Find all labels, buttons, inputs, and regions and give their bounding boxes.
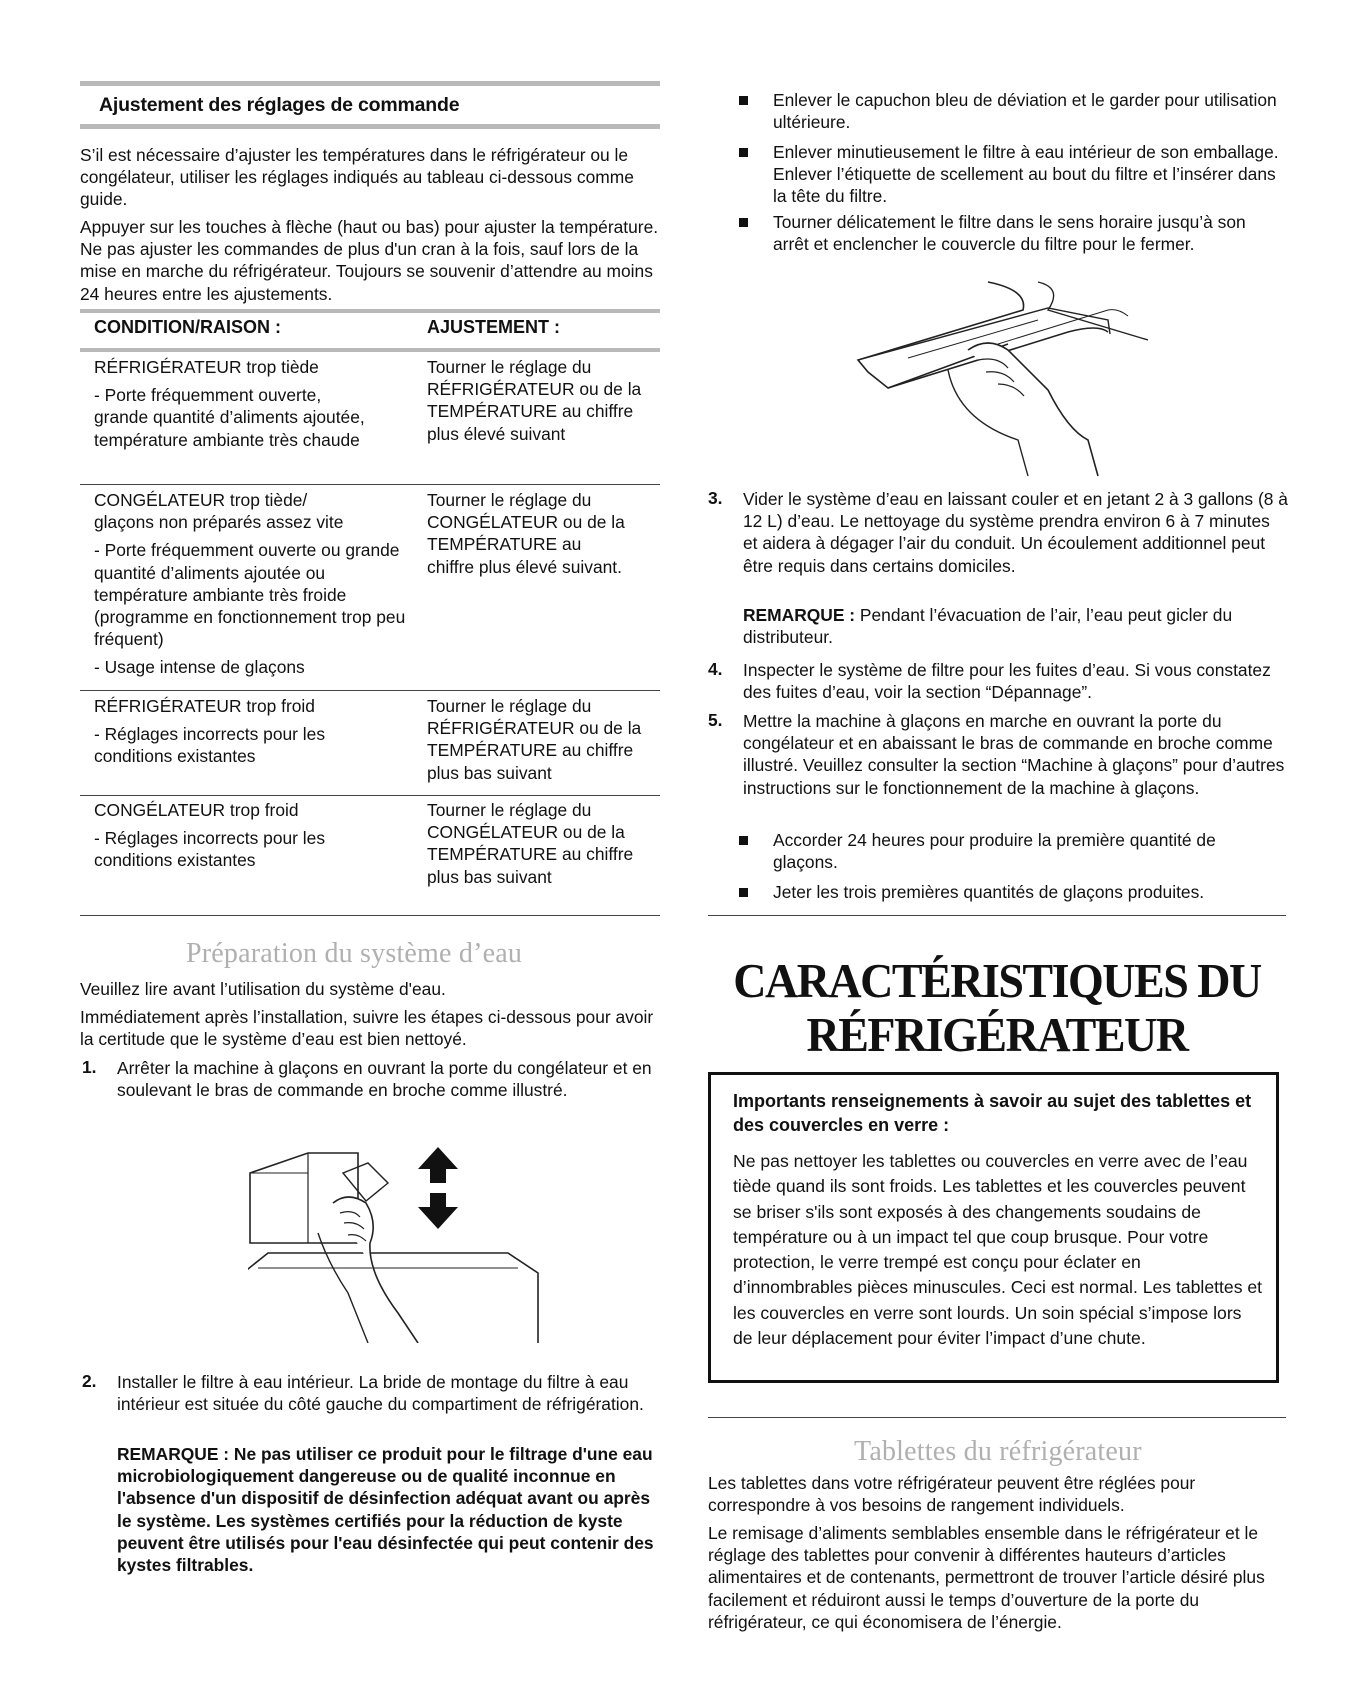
row-adjustment: Tourner le réglage du CONGÉLATEUR ou de la TEMPÉRATURE au chiffre plus bas suivant [427, 800, 634, 887]
bullet-square [739, 836, 748, 845]
ice-maker-illustration [248, 1143, 568, 1343]
adjust-paragraph-2: Appuyer sur les touches à flèche (haut ou bas) pour ajuster la température. Ne pas ajuster les commandes de plus d'un cran à la fois, sauf lors de la mise en marche du réfrigérateur. Toujours se souvenir d’attendre au moins 24 heures entre les ajustements. [80, 217, 659, 304]
bullet-square [739, 96, 748, 105]
bullet-square [739, 148, 748, 157]
step-number: 1. [82, 1057, 97, 1077]
row-adjustment: Tourner le réglage du RÉFRIGÉRATEUR ou de la TEMPÉRATURE au chiffre plus bas suivant [427, 696, 642, 783]
table-header-adjustment: AJUSTEMENT : [427, 317, 561, 337]
notice-title: Importants renseignements à savoir au sujet des tablettes et des couvercles en verre : [733, 1091, 1252, 1135]
row-divider [80, 795, 660, 796]
section-divider [80, 915, 660, 916]
water-intro-1: Veuillez lire avant l’utilisation du système d'eau. [80, 979, 446, 999]
step-text: Vider le système d’eau en laissant couler et en jetant 2 à 3 gallons (8 à 12 L) d’eau. Le nettoyage du système prendra environ 6 à 7 minutes et aidera à dégager l’air du conduit. Un écoulement additionnel peut être requis dans certains domiciles. [743, 489, 1288, 576]
note-label: REMARQUE : [743, 605, 856, 625]
bullet-square [739, 888, 748, 897]
bullet-text: Tourner délicatement le filtre dans le sens horaire jusqu’à son arrêt et enclencher le couvercle du filtre pour le fermer. [773, 212, 1246, 255]
section-top-bar [80, 81, 660, 86]
water-section-title: Préparation du système d’eau [186, 938, 523, 969]
step-text: Inspecter le système de filtre pour les fuites d’eau. Si vous constatez des fuites d’eau, voir la section “Dépannage”. [743, 660, 1271, 703]
row-adjustment: Tourner le réglage du RÉFRIGÉRATEUR ou de la TEMPÉRATURE au chiffre plus élevé suivant [427, 357, 642, 444]
row-detail: - Porte fréquemment ouverte ou grande quantité d’aliments ajoutée ou température ambiante très froide (programme en fonctionnement trop peu fréquent) [94, 540, 406, 650]
step-number: 4. [708, 659, 723, 679]
filter-warning: REMARQUE : Ne pas utiliser ce produit pour le filtrage d'une eau microbiologiquement dangereuse ou de qualité inconnue en l'absence d'un dispositif de désinfection adéquat avant ou après le système. Les systèmes certifiés pour la réduction de kyste peuvent être utilisés pour l'eau désinfectée qui peut contenir des kystes filtrables. [117, 1444, 654, 1576]
section-divider [708, 1417, 1286, 1418]
shelves-paragraph-1: Les tablettes dans votre réfrigérateur peuvent être réglées pour correspondre à vos besoins de rangement individuels. [708, 1473, 1196, 1516]
step-number: 3. [708, 488, 723, 508]
row-divider [80, 484, 660, 485]
shelves-paragraph-2: Le remisage d’aliments semblables ensemble dans le réfrigérateur et le réglage des tablettes pour convenir à différentes hauteurs d’articles alimentaires et de contenants, permettront de trouver l’article désiré plus facilement et réduiront aussi le temps d’ouverture de la porte du réfrigérateur, ce qui économisera de l’énergie. [708, 1523, 1265, 1632]
features-title-line-1: CARACTÉRISTIQUES DU [733, 953, 1261, 1008]
notice-body: Ne pas nettoyer les tablettes ou couvercles en verre avec de l’eau tiède quand ils sont froids. Les tablettes et les couvercles peuvent se briser s'ils sont exposés à des changements soudains de température ou à un impact tel que coup brusque. Pour votre protection, le verre trempé est conçu pour éclater en d’innombrables pièces minuscules. Ceci est normal. Les tablettes et les couvercles en verre sont lourds. Un soin spécial s’impose lors de leur déplacement pour éviter l’impact d’une chute. [733, 1151, 1263, 1349]
bullet-text: Accorder 24 heures pour produire la première quantité de glaçons. [773, 830, 1216, 873]
row-adjustment: Tourner le réglage du CONGÉLATEUR ou de la TEMPÉRATURE au chiffre plus élevé suivant. [427, 490, 625, 577]
bullet-text: Jeter les trois premières quantités de glaçons produites. [773, 882, 1205, 902]
bullet-text: Enlever le capuchon bleu de déviation et le garder pour utilisation ultérieure. [773, 90, 1277, 133]
note-text: Pendant l’évacuation de l’air, l’eau peut gicler du distributeur. [743, 605, 1233, 648]
glass-shelf-notice [708, 1072, 1279, 1383]
row-condition: RÉFRIGÉRATEUR trop froid [94, 696, 315, 716]
section-divider [708, 915, 1286, 916]
table-header-condition: CONDITION/RAISON : [94, 317, 281, 337]
step-text: Installer le filtre à eau intérieur. La bride de montage du filtre à eau intérieur est située du côté gauche du compartiment de réfrigération. [117, 1372, 644, 1415]
step-number: 5. [708, 710, 723, 730]
row-divider [80, 690, 660, 691]
row-condition: CONGÉLATEUR trop froid [94, 800, 299, 820]
step-text: Arrêter la machine à glaçons en ouvrant la porte du congélateur et en soulevant le bras de commande en broche comme illustré. [117, 1058, 652, 1101]
row-condition: CONGÉLATEUR trop tiède/ glaçons non préparés assez vite [94, 490, 344, 533]
row-detail: - Réglages incorrects pour les conditions existantes [94, 828, 326, 871]
row-detail: - Usage intense de glaçons [94, 657, 305, 678]
step-text: Mettre la machine à glaçons en marche en ouvrant la porte du congélateur et en abaissant le bras de commande en broche comme illustré. Veuillez consulter la section “Machine à glaçons” pour d’autres instructions sur le fonctionnement de la machine à glaçons. [743, 711, 1285, 798]
step-number: 2. [82, 1371, 97, 1391]
row-detail: - Porte fréquemment ouverte, grande quantité d’aliments ajoutée, température ambiante très chaude [94, 385, 365, 450]
shelves-section-title: Tablettes du réfrigérateur [854, 1436, 1142, 1467]
row-detail: - Réglages incorrects pour les conditions existantes [94, 724, 326, 767]
step-note [743, 604, 1288, 648]
water-filter-illustration [848, 280, 1148, 480]
adjust-section-title: Ajustement des réglages de commande [99, 94, 460, 116]
features-title-line-2: RÉFRIGÉRATEUR [806, 1007, 1188, 1062]
bullet-square [739, 218, 748, 227]
bullet-text: Enlever minutieusement le filtre à eau intérieur de son emballage. Enlever l’étiquette de scellement au bout du filtre et l’insérer dans la tête du filtre. [773, 142, 1279, 207]
adjust-paragraph-1: S’il est nécessaire d’ajuster les températures dans le réfrigérateur ou le congélateur, utiliser les réglages indiqués au tableau ci-dessous comme guide. [80, 145, 634, 210]
water-intro-2: Immédiatement après l’installation, suivre les étapes ci-dessous pour avoir la certitude que le système d’eau est bien nettoyé. [80, 1007, 654, 1050]
table-top-bar [80, 309, 660, 313]
section-title-bar [80, 124, 660, 129]
table-header-bar [80, 348, 660, 352]
row-condition: RÉFRIGÉRATEUR trop tiède [94, 357, 319, 377]
